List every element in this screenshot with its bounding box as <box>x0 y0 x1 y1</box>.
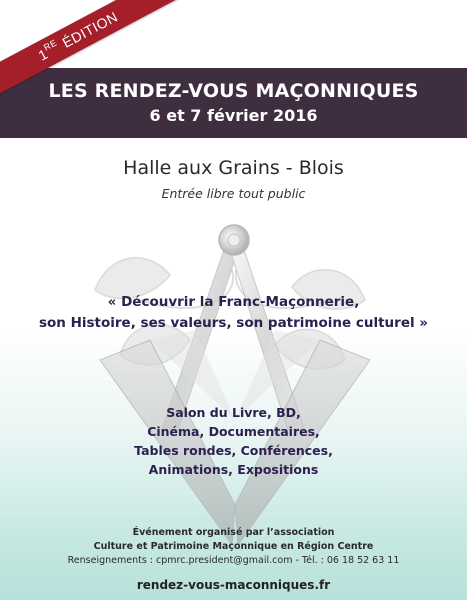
tagline-line-2: son Histoire, ses valeurs, son patrimoine culturel » <box>38 315 429 331</box>
edition-label: ÉDITION <box>59 8 121 51</box>
activity-item: Tables rondes, Conférences, <box>134 443 333 458</box>
venue-name: Halle aux Grains - Blois <box>123 157 344 179</box>
event-dates: 6 et 7 février 2016 <box>149 106 318 125</box>
edition-superscript: RE <box>42 37 59 53</box>
tagline-quote <box>0 292 467 334</box>
edition-number: 1 <box>35 45 51 64</box>
footer <box>0 526 467 592</box>
activity-item: Animations, Expositions <box>148 462 319 477</box>
contact-info: Renseignements : cpmrc.president@gmail.com - Tél. : 06 18 52 63 11 <box>67 555 400 566</box>
activity-item: Salon du Livre, BD, <box>166 405 301 420</box>
activity-item: Cinéma, Documentaires, <box>147 424 320 439</box>
organizer-name: Culture et Patrimoine Maçonnique en Région Centre <box>93 541 374 552</box>
activities-list <box>0 403 467 479</box>
entry-info: Entrée libre tout public <box>161 186 306 201</box>
event-title: LES RENDEZ-VOUS MAÇONNIQUES <box>48 80 419 102</box>
organizer-intro: Événement organisé par l’association <box>132 527 335 538</box>
tagline-line-1: « Découvrir la Franc-Maçonnerie, <box>107 294 360 310</box>
title-banner <box>0 68 467 138</box>
website-link[interactable]: rendez-vous-maconniques.fr <box>136 578 331 592</box>
